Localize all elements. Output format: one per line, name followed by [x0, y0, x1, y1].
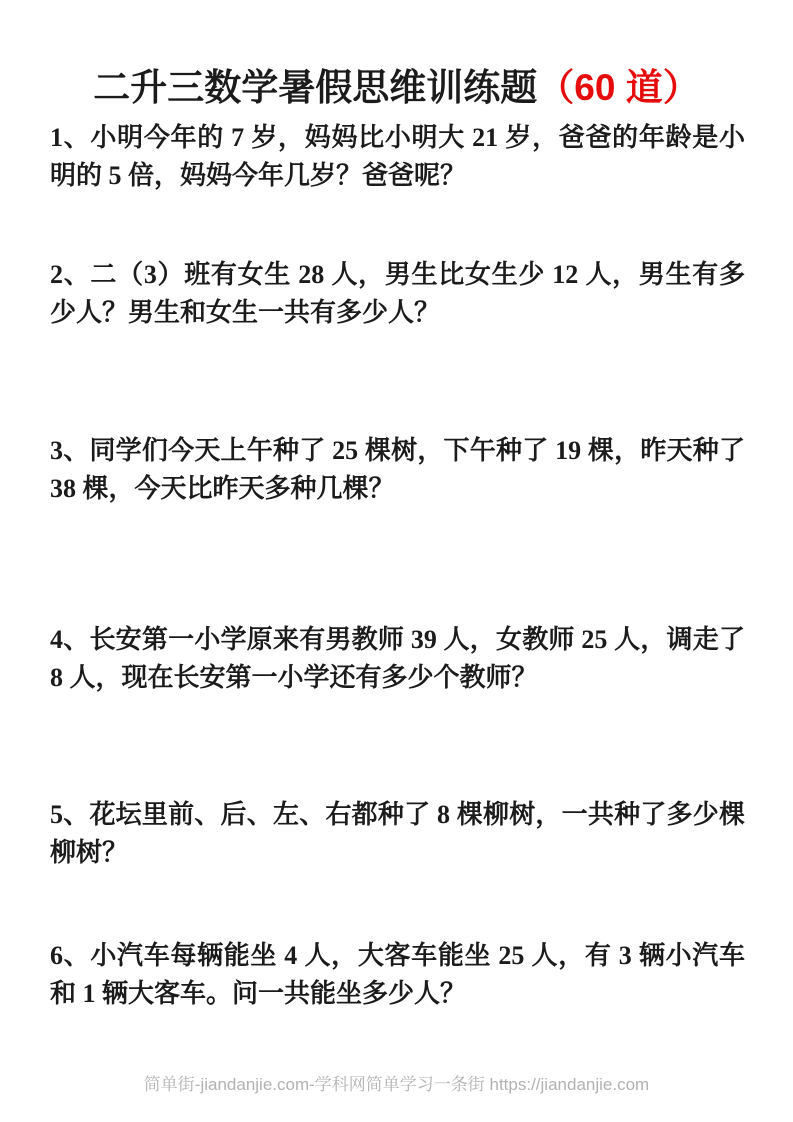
question-3 — [50, 432, 745, 508]
title-main-text: 二升三数学暑假思维训练题 — [93, 67, 538, 108]
question-5-text: 5、花坛里前、后、左、右都种了 8 棵柳树，一共种了多少棵柳树？ — [50, 800, 745, 867]
title-question-count: （60 道） — [537, 67, 700, 108]
question-3-text: 3、同学们今天上午种了 25 棵树，下午种了 19 棵，昨天种了 38 棵，今天比昨天多种几棵？ — [50, 436, 745, 503]
question-4-text: 4、长安第一小学原来有男教师 39 人，女教师 25 人，调走了 8 人，现在长安第一小学还有多少个教师？ — [50, 625, 745, 692]
question-1-text: 1、小明今年的 7 岁，妈妈比小明大 21 岁，爸爸的年龄是小明的 5 倍，妈妈今年几岁？爸爸呢？ — [50, 123, 745, 190]
question-6 — [50, 937, 745, 1013]
question-1 — [50, 119, 745, 195]
footer-watermark: 简单街-jiandanjie.com-学科网简单学习一条街 https://jiandanjie.com — [143, 1075, 650, 1094]
question-5 — [50, 796, 745, 872]
question-6-text: 6、小汽车每辆能坐 4 人，大客车能坐 25 人，有 3 辆小汽车和 1 辆大客车。问一共能坐多少人？ — [50, 941, 745, 1008]
page-title — [0, 57, 793, 111]
question-4 — [50, 621, 745, 697]
question-2 — [50, 256, 745, 332]
question-2-text: 2、二（3）班有女生 28 人，男生比女生少 12 人，男生有多少人？男生和女生一共有多少人？ — [50, 260, 745, 327]
